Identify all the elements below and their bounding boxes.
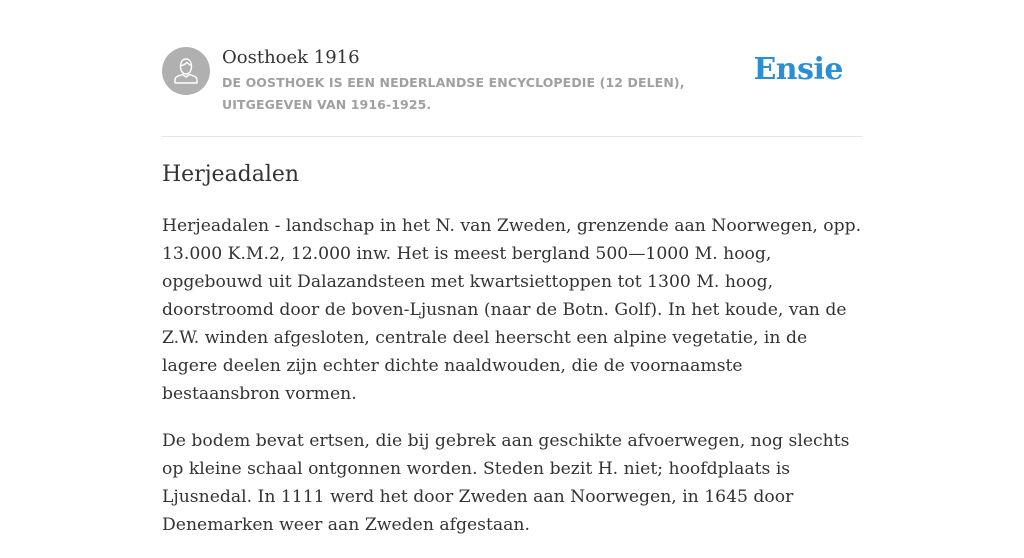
- source-description: DE OOSTHOEK IS EEN NEDERLANDSE ENCYCLOPEDIE (12 DELEN), UITGEGEVEN VAN 1916-1925.: [222, 75, 685, 112]
- article-title: Herjeadalen: [162, 162, 300, 187]
- ensie-logo[interactable]: Ensie: [753, 52, 843, 87]
- source-header: [162, 44, 862, 137]
- source-avatar[interactable]: [162, 47, 210, 95]
- source-name[interactable]: Oosthoek 1916: [222, 47, 360, 68]
- article-paragraph: De bodem bevat ertsen, die bij gebrek aan geschikte afvoerwegen, nog slechts op kleine schaal ontgonnen worden. Steden bezit H. niet; hoofdplaats is Ljusnedal. In 1111 werd het door Zweden aan Noorwegen, in 1645 door Denemarken weer aan Zweden afgestaan.: [162, 431, 850, 535]
- article-body: [162, 212, 862, 558]
- user-silhouette-icon: [162, 47, 210, 95]
- article-paragraph: Herjeadalen - landschap in het N. van Zweden, grenzende aan Noorwegen, opp. 13.000 K.M.2, 12.000 inw. Het is meest bergland 500—1000 M. hoog, opgebouwd uit Dalazandsteen met kwartsiettoppen tot 1300 M. hoog, doorstroomd door de boven-Ljusnan (naar de Botn. Golf). In het koude, van de Z.W. winden afgesloten, centrale deel heerscht een alpine vegetatie, in de lagere deelen zijn echter dichte naaldwouden, die de voornaamste bestaansbron vormen.: [162, 216, 862, 404]
